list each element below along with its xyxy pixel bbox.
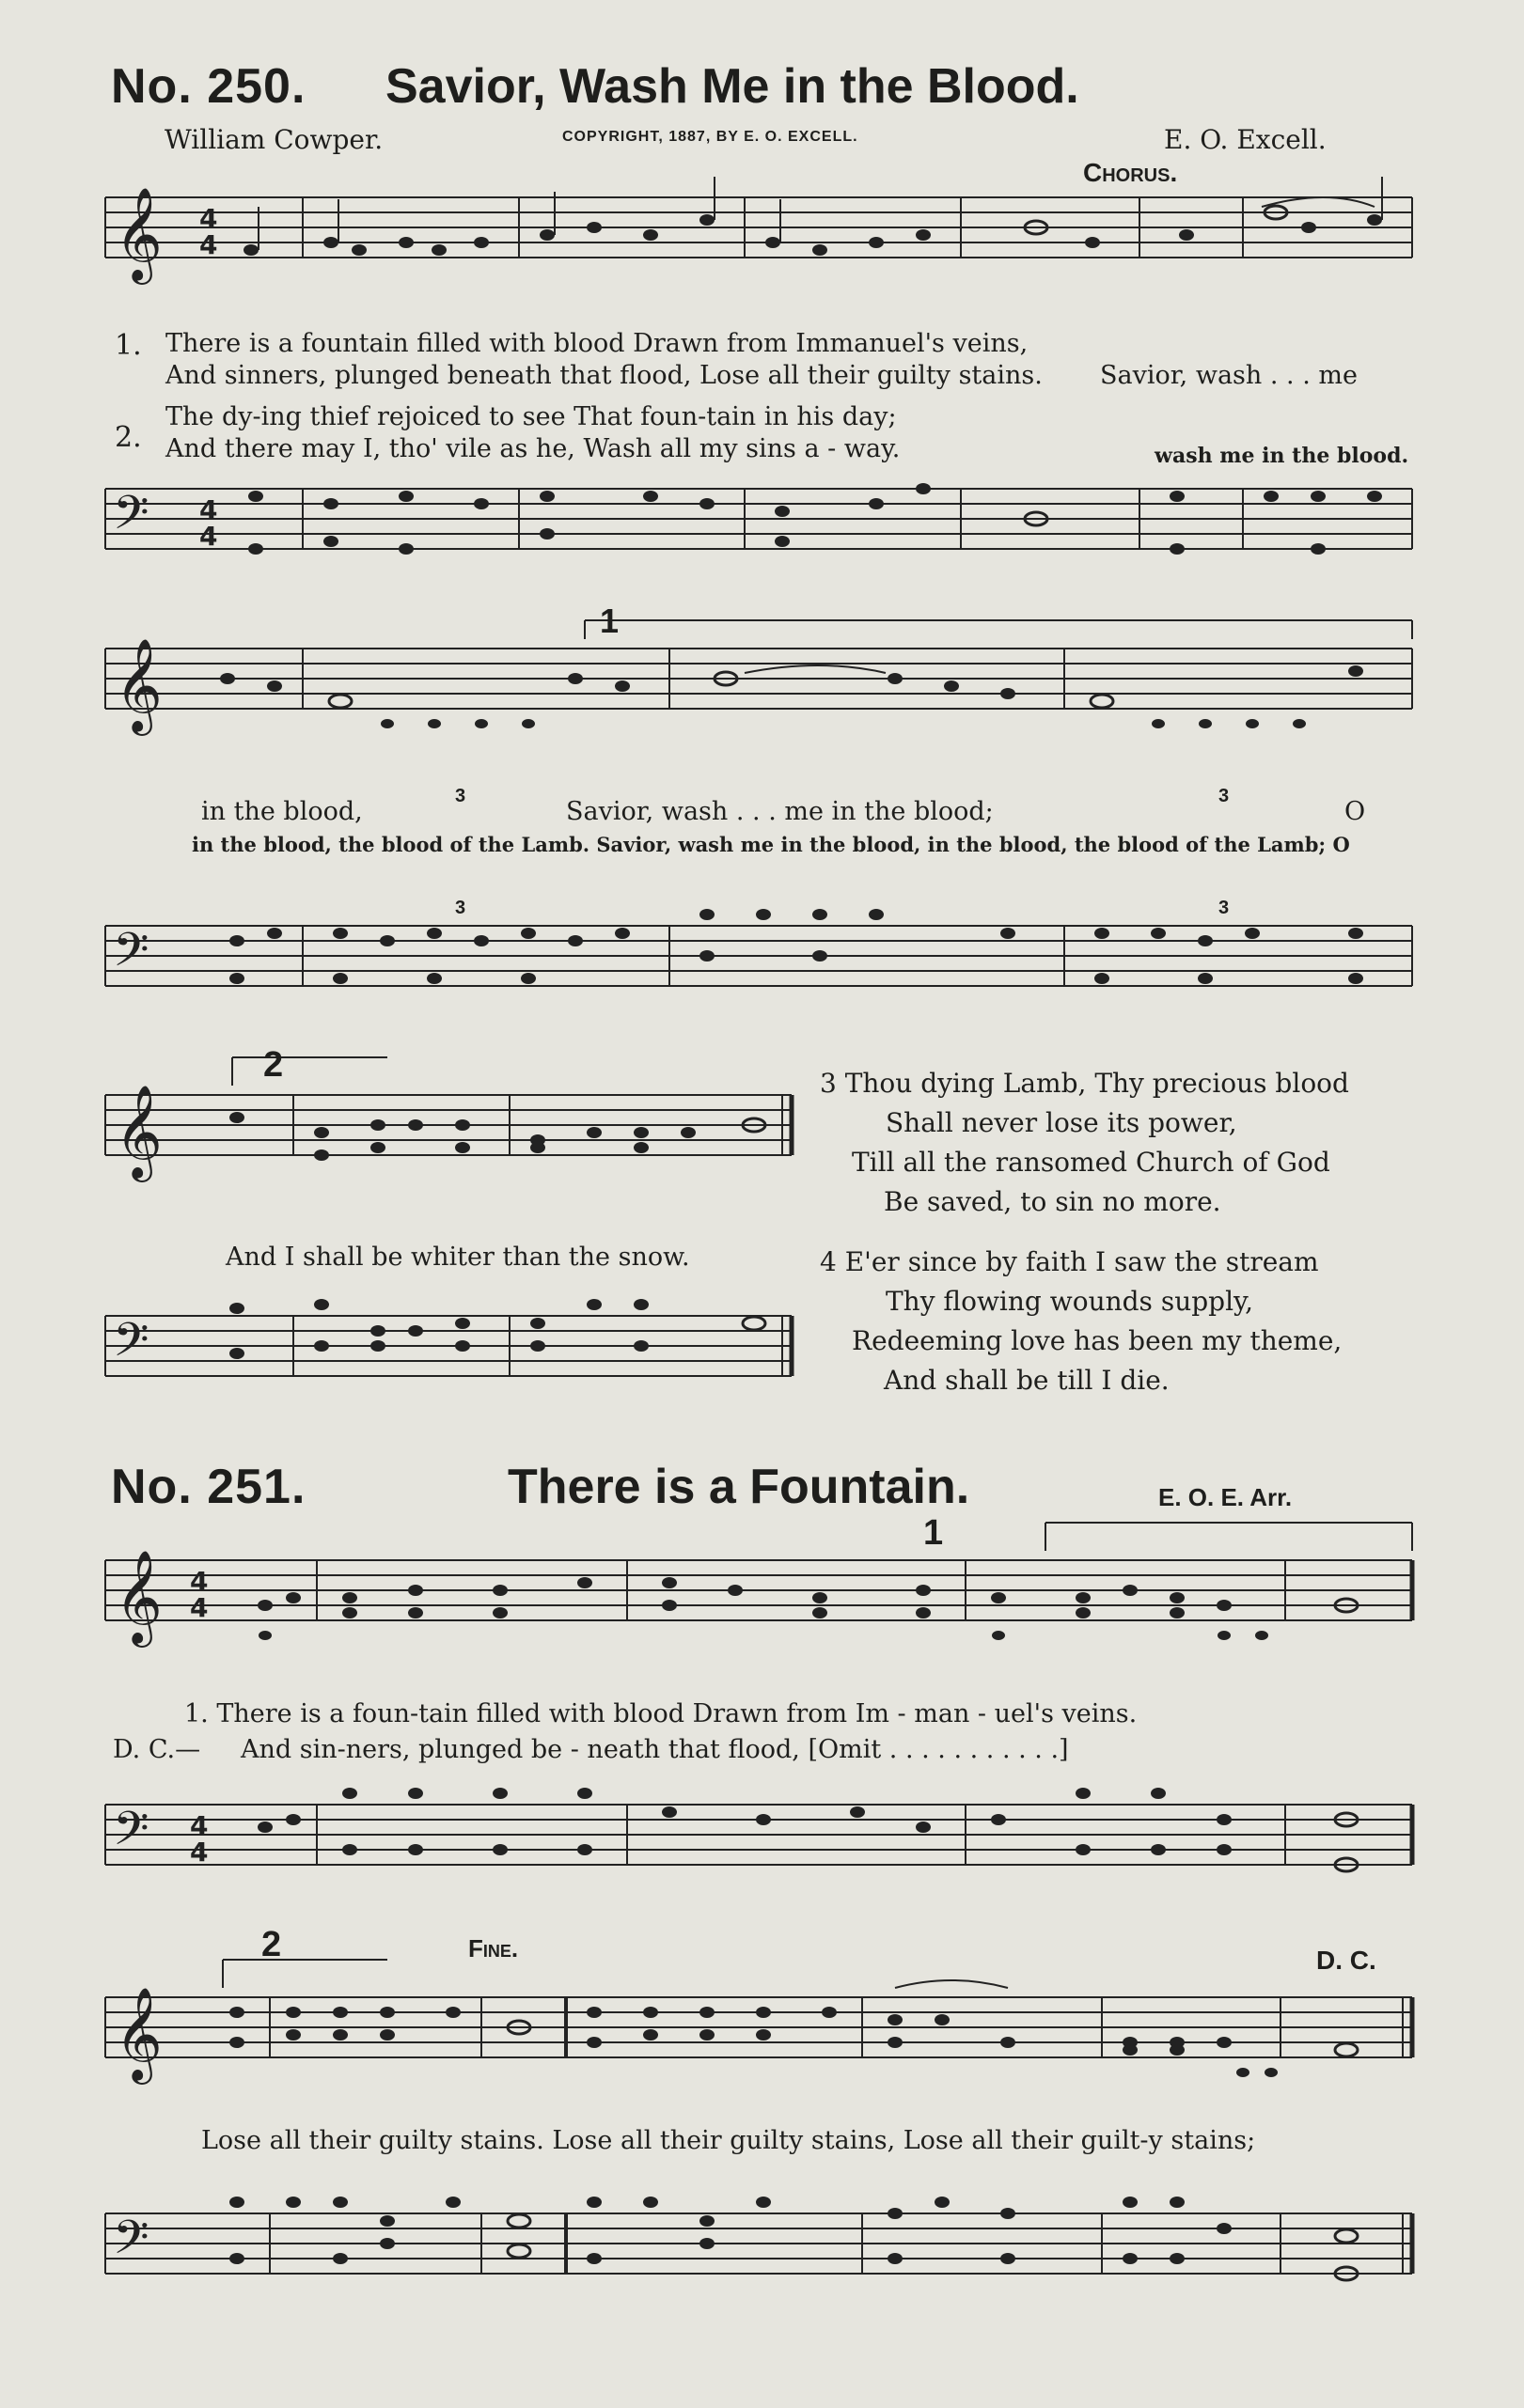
- svg-text:𝄢: 𝄢: [113, 486, 149, 552]
- verse-1-line-2: And sinners, plunged beneath that flood, Lose all their guilty stains.: [165, 361, 1043, 390]
- row3-lyric: And I shall be whiter than the snow.: [226, 1243, 690, 1272]
- triplet-mark-d: 3: [1218, 898, 1230, 918]
- hymn-250-row1-bass-staff: [105, 479, 1420, 564]
- volta-1-label: 1: [600, 602, 620, 640]
- hymn-251-volta-1-label: 1: [923, 1513, 944, 1553]
- svg-text:𝄢: 𝄢: [113, 923, 149, 989]
- verse-4-line-4: And shall be till I die.: [884, 1365, 1170, 1396]
- svg-text:4: 4: [190, 1810, 209, 1841]
- verse-2-number: 2.: [115, 421, 142, 454]
- verse-2-line-1: The dy-ing thief rejoiced to see That foun-tain in his day;: [165, 402, 897, 431]
- hymn-251-verse-1-alt: And sin-ners, plunged be - neath that flood, [Omit . . . . . . . . . . .]: [241, 1735, 1069, 1764]
- verse-3-line-2: Shall never lose its power,: [886, 1107, 1237, 1138]
- chorus-line-1b: wash me in the blood.: [1155, 444, 1409, 468]
- hymn-251-row1-treble-staff: [105, 1551, 1420, 1645]
- composer-credit: E. O. Excell.: [1164, 124, 1327, 155]
- svg-text:𝄞: 𝄞: [115, 1987, 163, 2081]
- svg-text:4: 4: [190, 1566, 209, 1597]
- verse-3-line-1: 3 Thou dying Lamb, Thy precious blood: [820, 1068, 1349, 1099]
- hymn-250-number: No. 250.: [111, 59, 306, 114]
- row2-alto-lyric: in the blood, the blood of the Lamb. Savior, wash me in the blood, in the blood, the blood of the Lamb; O: [192, 833, 1350, 856]
- svg-text:𝄞: 𝄞: [115, 1550, 163, 1644]
- svg-text:𝄞: 𝄞: [115, 1085, 163, 1179]
- hymn-250-row3-bass-staff: [105, 1306, 801, 1391]
- verse-3-line-4: Be saved, to sin no more.: [884, 1186, 1221, 1217]
- hymn-251-row2-bass-staff: [105, 2204, 1420, 2307]
- svg-text:4: 4: [199, 229, 218, 260]
- svg-text:𝄢: 𝄢: [113, 1802, 149, 1868]
- hymn-251-row2-lyric: Lose all their guilty stains. Lose all their guilty stains, Lose all their guilt-y stains;: [201, 2126, 1256, 2155]
- svg-text:4: 4: [199, 494, 218, 525]
- verse-4-line-1: 4 E'er since by faith I saw the stream: [820, 1246, 1319, 1277]
- hymn-251-verse-1: 1. There is a foun-tain filled with blood Drawn from Im - man - uel's veins.: [184, 1699, 1138, 1728]
- hymn-251-row2-treble-staff: [105, 1988, 1420, 2082]
- svg-text:4: 4: [190, 1592, 209, 1623]
- verse-3: [820, 1064, 1349, 1222]
- dc-prefix: D. C.—: [113, 1735, 201, 1764]
- row2-lyric-2: Savior, wash . . . me in the blood;: [566, 797, 994, 826]
- verse-4: [820, 1243, 1342, 1400]
- chorus-label: Chorus.: [1083, 158, 1178, 187]
- hymn-251-row1-bass-staff: [105, 1795, 1420, 1899]
- verse-1-number: 1.: [115, 329, 142, 362]
- chorus-line-1: Savior, wash . . . me: [1100, 361, 1358, 390]
- hymn-251-title: There is a Fountain.: [508, 1460, 970, 1514]
- fine-label: Fine.: [468, 1934, 519, 1962]
- svg-text:4: 4: [190, 1837, 209, 1868]
- row2-lyric-3: O: [1344, 797, 1366, 826]
- hymn-250-row3-treble-staff: [105, 1086, 801, 1180]
- dc-label: D. C.: [1316, 1946, 1376, 1975]
- arranger-credit: E. O. E. Arr.: [1158, 1483, 1293, 1511]
- hymn-250-row1-treble-staff: [105, 187, 1420, 281]
- hymn-250-title: Savior, Wash Me in the Blood.: [385, 59, 1079, 114]
- svg-text:𝄢: 𝄢: [113, 1313, 149, 1379]
- hymn-250-row2-treble-staff: [105, 639, 1420, 733]
- triplet-mark-a: 3: [455, 786, 466, 806]
- hymn-251-volta-2-label: 2: [261, 1925, 282, 1964]
- triplet-mark-b: 3: [1218, 786, 1230, 806]
- verse-2-line-2: And there may I, tho' vile as he, Wash all my sins a - way.: [165, 434, 901, 463]
- triplet-mark-c: 3: [455, 898, 466, 918]
- verse-4-line-3: Redeeming love has been my theme,: [852, 1325, 1343, 1356]
- svg-text:4: 4: [199, 203, 218, 234]
- hymn-250-row2-bass-staff: [105, 916, 1420, 1001]
- svg-text:𝄞: 𝄞: [115, 638, 163, 732]
- verse-3-line-3: Till all the ransomed Church of God: [852, 1147, 1330, 1178]
- row2-lyric-1: in the blood,: [201, 797, 363, 826]
- svg-text:𝄞: 𝄞: [115, 187, 163, 281]
- copyright-notice: COPYRIGHT, 1887, BY E. O. EXCELL.: [562, 129, 858, 145]
- verse-1-line-1: There is a fountain filled with blood Drawn from Immanuel's veins,: [165, 329, 1029, 358]
- hymn-251-number: No. 251.: [111, 1460, 306, 1514]
- svg-text:𝄢: 𝄢: [113, 2211, 149, 2276]
- volta-2-label: 2: [263, 1045, 284, 1085]
- svg-text:4: 4: [199, 521, 218, 552]
- author-credit: William Cowper.: [165, 124, 384, 155]
- verse-4-line-2: Thy flowing wounds supply,: [886, 1286, 1254, 1317]
